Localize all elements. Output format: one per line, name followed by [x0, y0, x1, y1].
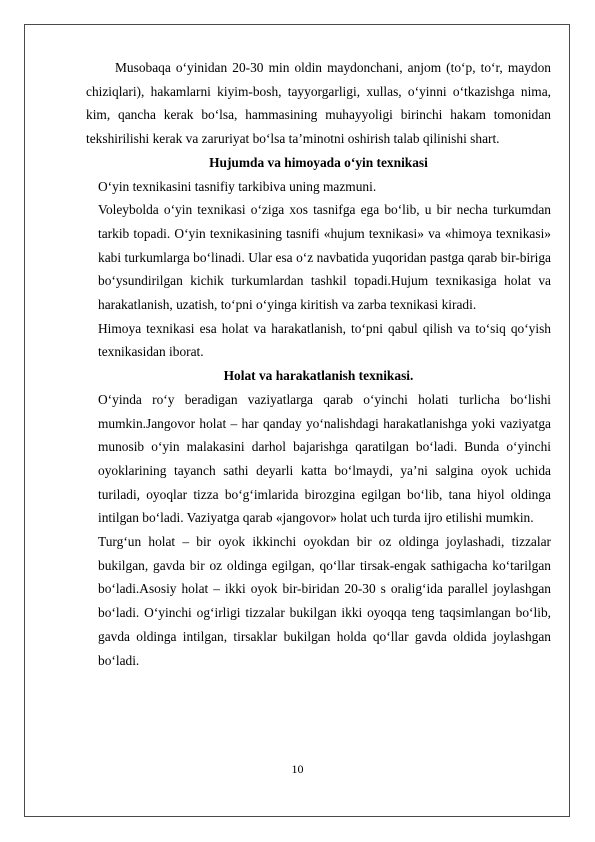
intro-paragraph: Musobaqa o‘yinidan 20-30 min oldin maydonchani, anjom (to‘p, to‘r, maydon chiziqlari), hakamlarni kiyim-bosh, tayyorgarligi, xullas, o‘yinni o‘tkazishga nima, kim, qancha kerak bo‘lsa, hammasining muhayyoligi birinchi hakam tomonidan tekshirilishi kerak va zaruriyat bo‘lsa ta’minotni oshirish talab qilinishi shart.: [86, 60, 551, 147]
paragraph-combat-position: O‘yinda ro‘y beradigan vaziyatlarga qarab o‘yinchi holati turlicha bo‘lishi mumkin.Jangovor holat – har qanday yo‘nalishdagi harakatlanishga yoki vaziyatga munosib o‘yin malakasini darhol bajarishga qaratilgan bo‘ladi. Bunda o‘yinchi oyoklarining tayanch sathi deyarli katta bo‘lmaydi, ya’ni salgina oyok uchida turiladi, oyoqlar tizza bo‘g‘imlarida birozgina egilgan bo‘lib, tana hiyol oldinga intilgan bo‘ladi. Vaziyatga qarab «jangovor» holat uch turda ijro etilishi mumkin.: [98, 391, 551, 526]
paragraph-stable-position: Turg‘un holat – bir oyok ikkinchi oyokdan bir oz oldinga joylashadi, tizzalar bukilgan, gavda bir oz oldinga egilgan, qo‘llar tirsak-engak sathigacha ko‘tarilgan bo‘ladi.Asosiy holat – ikki oyok bir-biridan 20-30 s oralig‘ida parallel joylashgan bo‘ladi. O‘yinchi og‘irligi tizzalar bukilgan ikki oyoqqa teng taqsimlangan bo‘lib, gavda oldinga intilgan, tirsaklar bukilgan holda qo‘llar gavda oldida joylashgan bo‘ladi.: [98, 534, 551, 668]
section-heading-attack-defense: Hujumda va himoyada o‘yin texnikasi: [209, 154, 428, 170]
paragraph-classification: O‘yin texnikasini tasnifiy tarkibiva uning mazmuni.: [98, 178, 377, 194]
section-heading-position-movement: Holat va harakatlanish texnikasi.: [223, 368, 414, 384]
paragraph-defense-technique: Himoya texnikasi esa holat va harakatlanish, to‘pni qabul qilish va to‘siq qo‘yish texnikasidan iborat.: [98, 320, 551, 360]
page-number: 10: [291, 762, 304, 776]
document-body: [86, 56, 551, 672]
paragraph-volleyball-technique: Voleybolda o‘yin texnikasi o‘ziga xos tasnifga ega bo‘lib, u bir necha turkumdan tarkib topadi. O‘yin texnikasining tasnifi «hujum texnikasi» va «himoya texnikasi» kabi turkumlarga bo‘linadi. Ular esa o‘z navbatida yuqoridan pastga qarab bir-biriga bo‘ysundirilgan kichik turkumlardan tashkil topadi.Hujum texnikasiga holat va harakatlanish, uzatish, to‘pni o‘yinga kiritish va zarba texnikasi kiradi.: [98, 202, 551, 313]
